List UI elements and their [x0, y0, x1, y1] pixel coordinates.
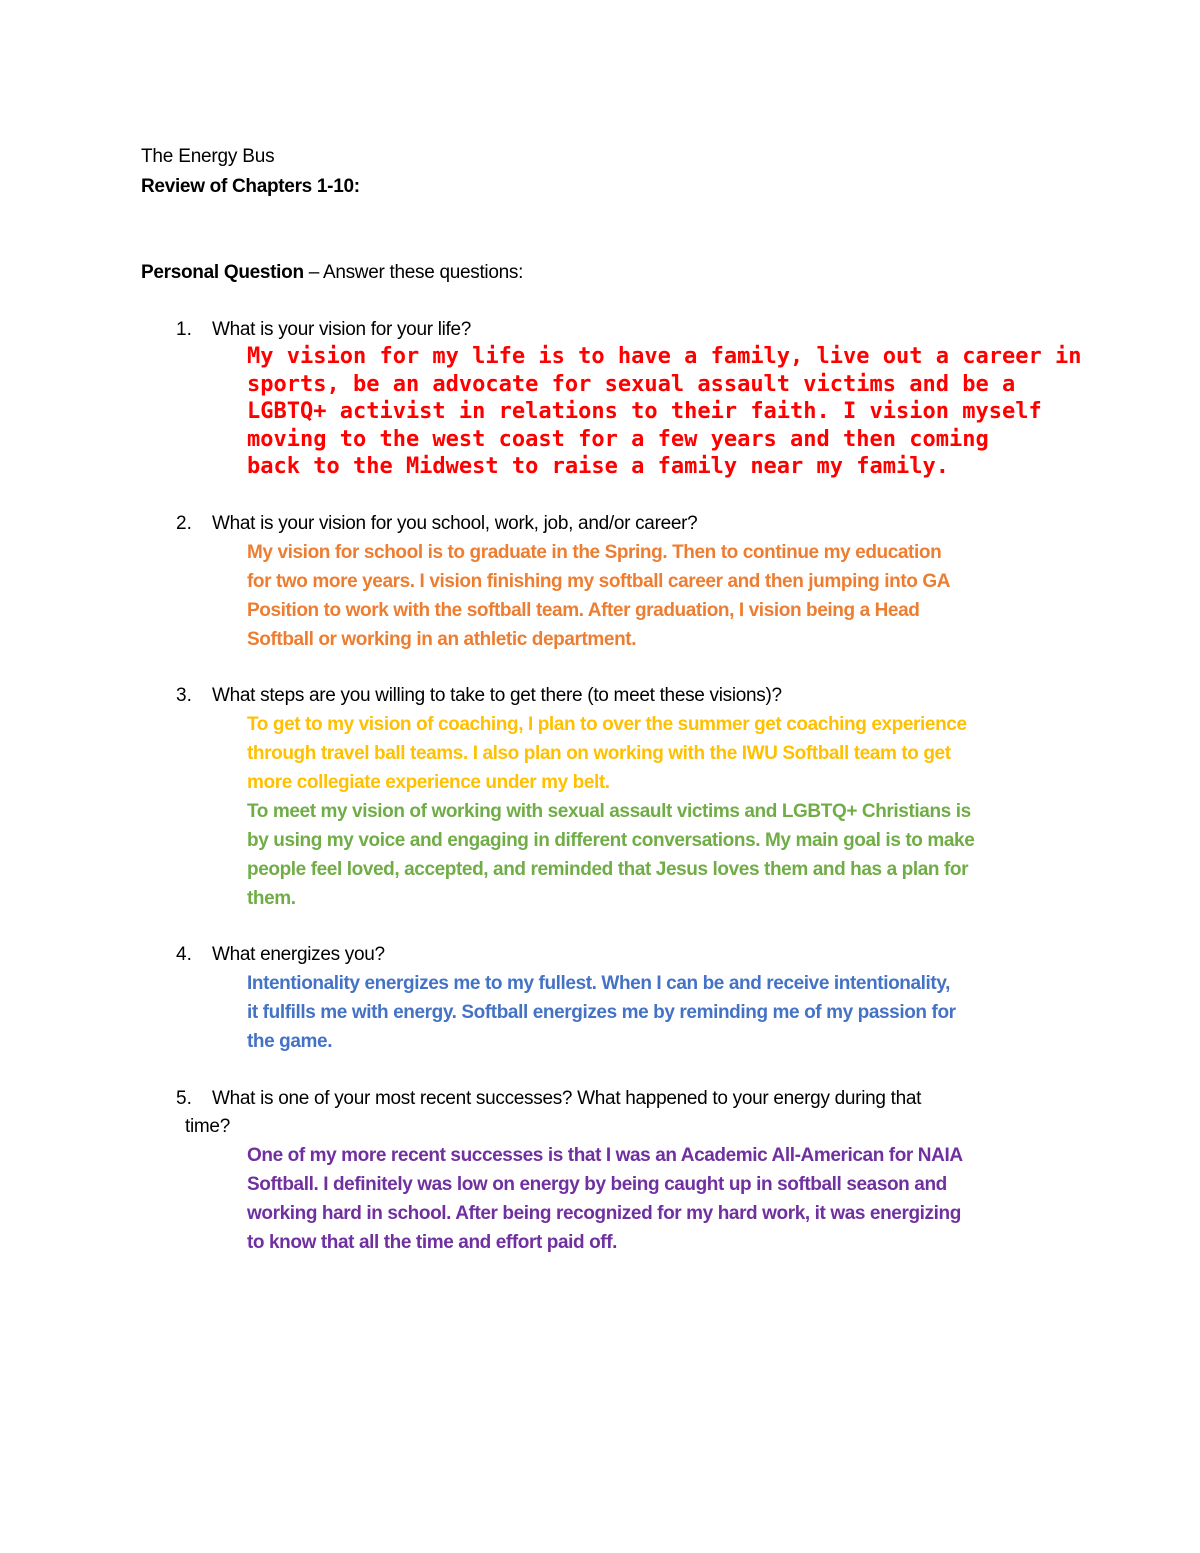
- question-number: 5.: [176, 1088, 192, 1109]
- answer-line: To get to my vision of coaching, I plan to over the summer get coaching experience: [247, 714, 967, 735]
- answer-line: back to the Midwest to raise a family near my family.: [247, 454, 949, 479]
- document-subtitle: Review of Chapters 1-10:: [141, 176, 360, 197]
- answer-3b: [247, 797, 1077, 913]
- question-text: What is one of your most recent successes? What happened to your energy during that: [212, 1088, 922, 1109]
- answer-line: them.: [247, 888, 296, 909]
- answer-line: Softball. I definitely was low on energy by being caught up in softball season and: [247, 1174, 947, 1195]
- answer-line: the game.: [247, 1031, 333, 1052]
- answer-line: Intentionality energizes me to my fullest. When I can be and receive intentionality,: [247, 973, 950, 994]
- answer-1: [247, 343, 1087, 481]
- question-text-continued: time?: [185, 1116, 230, 1137]
- answer-line: for two more years. I vision finishing my softball career and then jumping into GA: [247, 571, 951, 592]
- answer-line: it fulfills me with energy. Softball energizes me by reminding me of my passion for: [247, 1002, 956, 1023]
- answer-line: sports, be an advocate for sexual assault victims and be a: [247, 371, 1016, 397]
- answer-line: LGBTQ+ activist in relations to their faith. I vision myself: [247, 399, 1042, 424]
- answer-2: [247, 538, 1077, 654]
- answer-line: One of my more recent successes is that I was an Academic All-American for NAIA: [247, 1145, 963, 1166]
- question-text: What is your vision for you school, work, job, and/or career?: [212, 513, 698, 534]
- answer-line: moving to the west coast for a few years and then coming: [247, 426, 989, 452]
- question-number: 2.: [176, 513, 192, 534]
- answer-line: to know that all the time and effort paid off.: [247, 1232, 618, 1253]
- answer-line: My vision for my life is to have a family, live out a career in: [247, 344, 1082, 369]
- answer-3a: [247, 710, 1077, 797]
- answer-line: To meet my vision of working with sexual assault victims and LGBTQ+ Christians is: [247, 801, 971, 822]
- answer-line: working hard in school. After being recognized for my hard work, it was energizing: [247, 1203, 961, 1224]
- intro-line: [141, 259, 523, 287]
- intro-bold: Personal Question: [141, 262, 304, 283]
- answer-line: by using my voice and engaging in different conversations. My main goal is to make: [247, 830, 975, 851]
- question-number: 3.: [176, 685, 192, 706]
- answer-line: My vision for school is to graduate in the Spring. Then to continue my education: [247, 542, 942, 563]
- answer-line: Position to work with the softball team. After graduation, I vision being a Head: [247, 600, 920, 621]
- answer-line: more collegiate experience under my belt.: [247, 772, 610, 793]
- answer-5: [247, 1141, 1077, 1257]
- question-number: 4.: [176, 944, 192, 965]
- document-title: The Energy Bus: [141, 146, 275, 167]
- question-text: What steps are you willing to take to get there (to meet these visions)?: [212, 685, 782, 706]
- answer-line: Softball or working in an athletic department.: [247, 629, 637, 650]
- answer-line: people feel loved, accepted, and reminded that Jesus loves them and has a plan for: [247, 859, 969, 880]
- answer-4: [247, 969, 1077, 1056]
- question-text: What energizes you?: [212, 944, 385, 965]
- question-text: What is your vision for your life?: [212, 319, 472, 340]
- question-number: 1.: [176, 319, 192, 340]
- intro-rest: – Answer these questions:: [303, 262, 524, 283]
- answer-line: through travel ball teams. I also plan on working with the IWU Softball team to get: [247, 743, 951, 764]
